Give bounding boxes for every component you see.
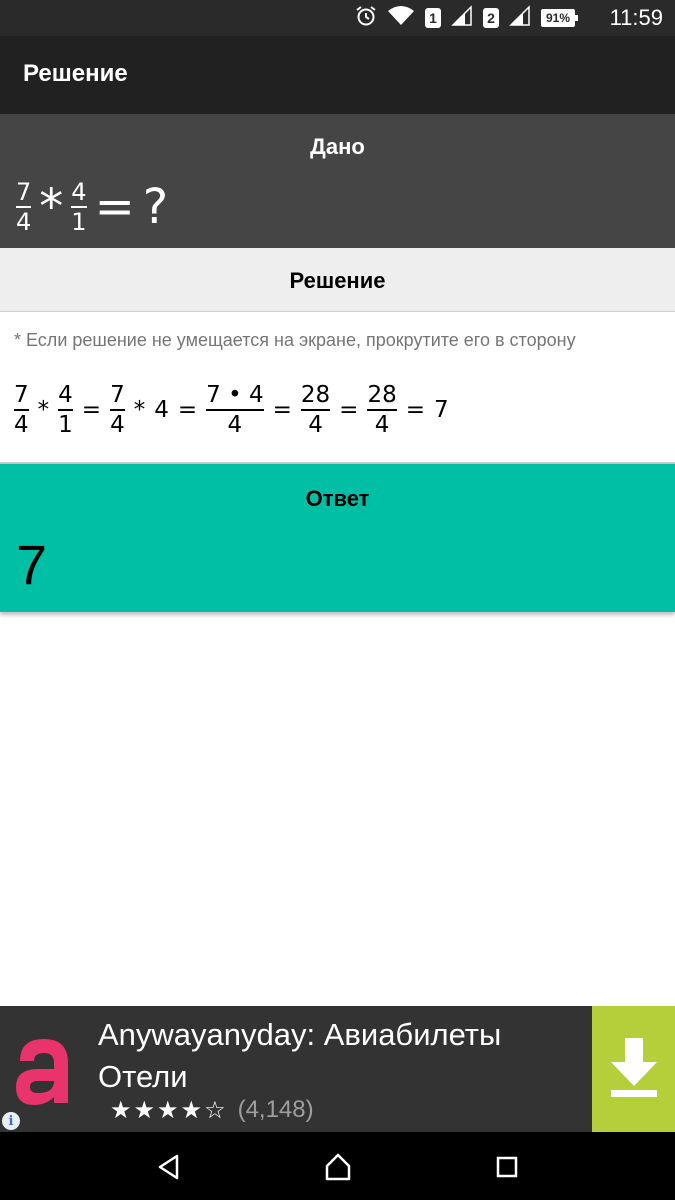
numerator: 4 xyxy=(71,178,87,206)
solution-note: * Если решение не умещается на экране, прокрутите его в сторону xyxy=(14,330,576,350)
solution-fraction xyxy=(301,381,330,439)
multiply-operator: * xyxy=(39,179,64,235)
multiply-operator: * xyxy=(37,397,50,423)
numerator: 7 • 4 xyxy=(206,382,264,408)
back-icon[interactable] xyxy=(152,1150,186,1184)
ad-title[interactable]: Anywayanyday: Авиабилеты Отели xyxy=(98,1017,502,1094)
denominator: 1 xyxy=(71,208,87,236)
denominator: 4 xyxy=(227,412,243,438)
equals-sign: = xyxy=(272,397,292,423)
status-icons xyxy=(355,5,575,31)
denominator: 4 xyxy=(110,412,125,438)
solution-fraction xyxy=(58,381,73,439)
solution-expression[interactable] xyxy=(14,378,449,442)
solution-result: 7 xyxy=(434,397,449,423)
app-title: Решение xyxy=(23,60,128,87)
denominator: 4 xyxy=(308,412,323,438)
recents-icon[interactable] xyxy=(490,1150,524,1184)
app-bar xyxy=(0,36,675,114)
given-title: Дано xyxy=(310,134,365,159)
rating-stars: ★★★★☆ xyxy=(110,1096,228,1124)
equals-sign: = xyxy=(405,397,425,423)
ad-info-icon[interactable]: i xyxy=(2,1112,20,1130)
numerator: 28 xyxy=(300,382,331,408)
home-icon[interactable] xyxy=(321,1150,355,1184)
solution-header xyxy=(0,248,675,312)
given-fraction-1 xyxy=(16,178,31,236)
equals-sign: = xyxy=(81,397,102,423)
denominator: 1 xyxy=(58,412,73,438)
battery-icon: 91% xyxy=(541,9,575,27)
signal1-icon xyxy=(451,5,473,31)
answer-section xyxy=(0,464,675,612)
equals-sign: = xyxy=(177,397,198,423)
numerator: 28 xyxy=(367,382,397,408)
answer-value: 7 xyxy=(16,533,48,596)
solution-fraction xyxy=(206,381,263,439)
sim2-badge: 2 xyxy=(483,8,499,28)
rating-count: (4,148) xyxy=(237,1096,314,1123)
given-expression xyxy=(16,172,168,242)
equals-sign: = xyxy=(94,179,135,235)
ad-rating xyxy=(110,1096,314,1124)
equals-sign: = xyxy=(339,397,359,423)
unknown-result: ? xyxy=(142,179,169,235)
app-logo-icon[interactable] xyxy=(8,1031,78,1111)
alarm-icon xyxy=(355,5,377,31)
given-fraction-2 xyxy=(71,178,86,236)
solution-title: Решение xyxy=(289,268,386,293)
solution-fraction xyxy=(367,381,396,439)
numerator: 7 xyxy=(16,178,32,206)
navigation-bar xyxy=(0,1132,675,1200)
numerator: 4 xyxy=(58,382,73,408)
denominator: 4 xyxy=(14,412,29,438)
clock: 11:59 xyxy=(609,5,663,30)
download-button[interactable] xyxy=(592,1006,675,1132)
numerator: 7 xyxy=(110,382,125,408)
wifi-icon xyxy=(387,5,415,31)
solution-fraction xyxy=(110,381,125,439)
integer-value: 4 xyxy=(154,397,169,423)
multiply-operator: * xyxy=(133,397,146,423)
given-section xyxy=(0,114,675,248)
status-bar xyxy=(0,0,675,36)
numerator: 7 xyxy=(14,382,29,408)
denominator: 4 xyxy=(374,412,390,438)
solution-fraction xyxy=(14,381,29,439)
sim1-badge: 1 xyxy=(425,8,441,28)
ad-banner[interactable] xyxy=(0,1006,675,1132)
answer-title: Ответ xyxy=(305,486,370,511)
download-icon xyxy=(607,1036,661,1102)
signal2-icon xyxy=(509,5,531,31)
denominator: 4 xyxy=(16,208,32,236)
